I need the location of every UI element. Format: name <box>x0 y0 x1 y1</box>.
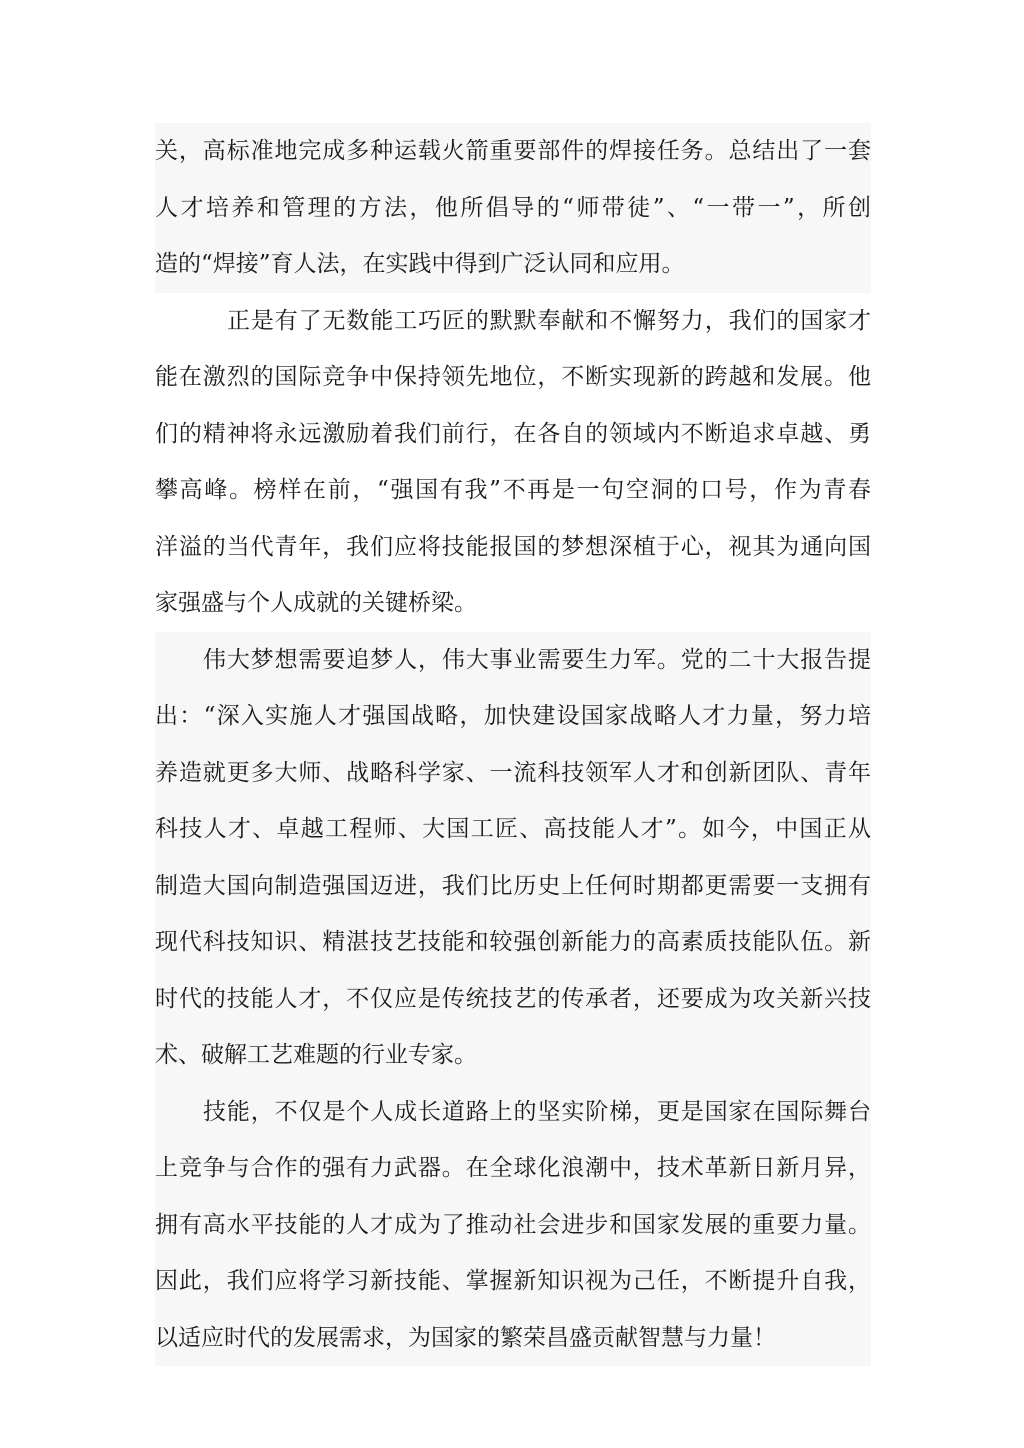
paragraph-line: 术、破解工艺难题的行业专家。 <box>155 1027 871 1084</box>
paragraph-line: 养造就更多大师、战略科学家、一流科技领军人才和创新团队、青年 <box>155 745 871 802</box>
paragraph-line: 因此，我们应将学习新技能、掌握新知识视为己任，不断提升自我， <box>155 1253 871 1310</box>
paragraph-line: 伟大梦想需要追梦人，伟大事业需要生力军。党的二十大报告提 <box>155 632 871 689</box>
document-body <box>155 123 871 1366</box>
paragraph-line: 上竞争与合作的强有力武器。在全球化浪潮中，技术革新日新月异， <box>155 1140 871 1197</box>
paragraph-line: 科技人才、卓越工程师、大国工匠、高技能人才”。如今，中国正从 <box>155 801 871 858</box>
paragraph-2 <box>155 293 871 632</box>
paragraph-line: 关，高标准地完成多种运载火箭重要部件的焊接任务。总结出了一套 <box>155 123 871 180</box>
paragraph-line: 制造大国向制造强国迈进，我们比历史上任何时期都更需要一支拥有 <box>155 858 871 915</box>
paragraph-line: 正是有了无数能工巧匠的默默奉献和不懈努力，我们的国家才 <box>227 307 871 334</box>
paragraph-line: 能在激烈的国际竞争中保持领先地位，不断实现新的跨越和发展。他 <box>155 364 871 390</box>
paragraph-4 <box>155 1084 871 1367</box>
paragraph-line: 拥有高水平技能的人才成为了推动社会进步和国家发展的重要力量。 <box>155 1197 871 1254</box>
paragraph-line: 家强盛与个人成就的关键桥梁。 <box>155 590 477 616</box>
paragraph-1 <box>155 123 871 293</box>
paragraph-line: 现代科技知识、精湛技艺技能和较强创新能力的高素质技能队伍。新 <box>155 914 871 971</box>
paragraph-line: 造的“焊接”育人法，在实践中得到广泛认同和应用。 <box>155 236 871 293</box>
paragraph-line: 攀高峰。榜样在前，“强国有我”不再是一句空洞的口号，作为青春 <box>155 477 871 503</box>
paragraph-line: 们的精神将永远激励着我们前行，在各自的领域内不断追求卓越、勇 <box>155 420 871 447</box>
paragraph-line: 时代的技能人才，不仅应是传统技艺的传承者，还要成为攻关新兴技 <box>155 971 871 1028</box>
paragraph-line: 以适应时代的发展需求，为国家的繁荣昌盛贡献智慧与力量！ <box>155 1310 871 1367</box>
paragraph-line: 洋溢的当代青年，我们应将技能报国的梦想深植于心，视其为通向国 <box>155 533 871 560</box>
paragraph-line: 人才培养和管理的方法，他所倡导的“师带徒”、“一带一”，所创 <box>155 180 871 237</box>
paragraph-line: 技能，不仅是个人成长道路上的坚实阶梯，更是国家在国际舞台 <box>155 1084 871 1141</box>
paragraph-line: 出：“深入实施人才强国战略，加快建设国家战略人才力量，努力培 <box>155 688 871 745</box>
paragraph-3 <box>155 632 871 1084</box>
